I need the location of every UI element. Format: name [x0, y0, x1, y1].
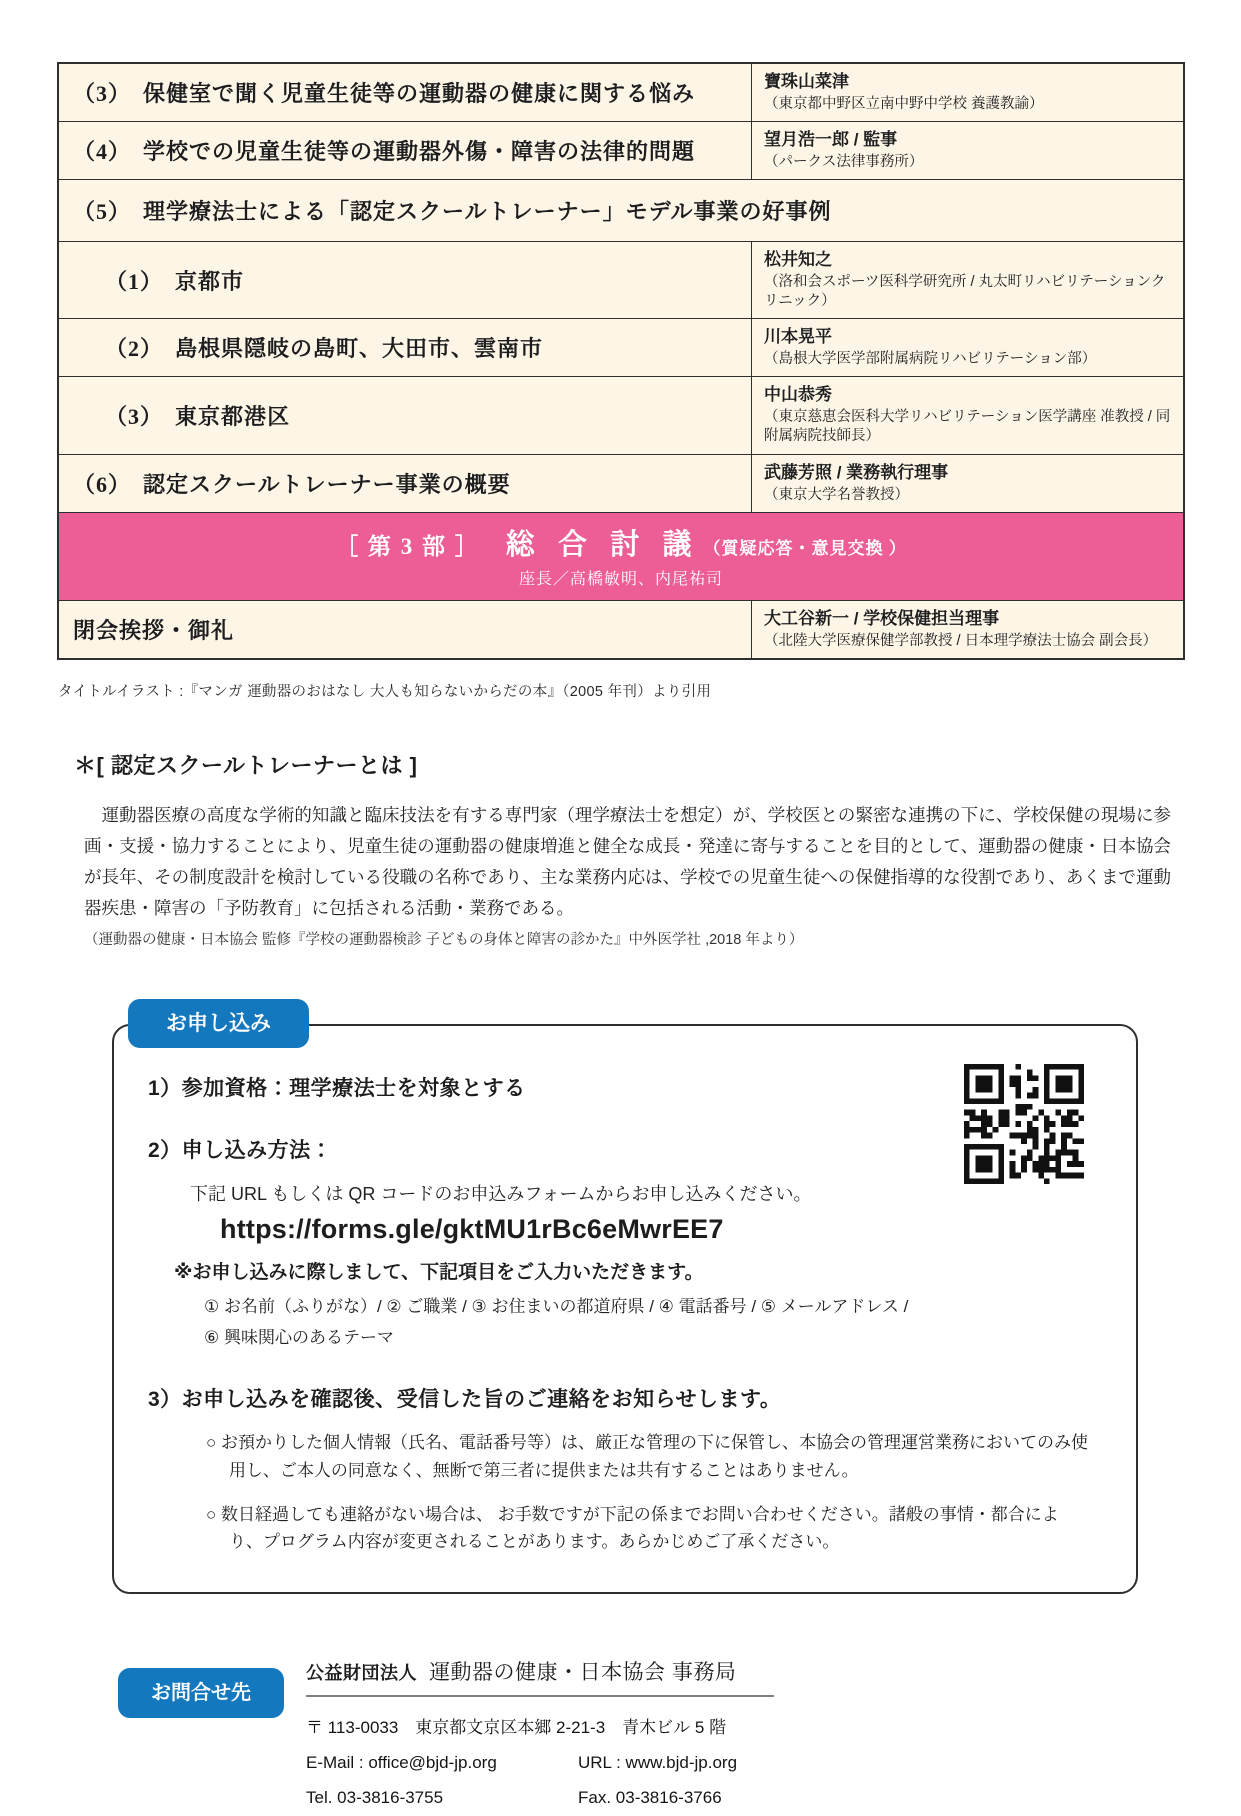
session-number: （3） — [105, 403, 164, 429]
program-row-3 — [59, 64, 1183, 121]
program-row-5-header — [59, 179, 1183, 241]
session-number: （5） — [73, 199, 132, 225]
contact-url[interactable]: URL : www.bjd-jp.org — [578, 1752, 738, 1772]
contact-org-prefix: 公益財団法人 — [306, 1662, 417, 1683]
about-body: 運動器医療の高度な学術的知識と臨床技法を有する専門家（理学療法士を想定）が、学校医との緊密な連携の下に、学校保健の現場に参画・支援・協力することにより、児童生徒の運動器の健康増進と健全な成長・発達に寄与することを目的として、運動器の健康・日本協会が長年、その制度設計を検討している役職の名称であり、主な業務内応は、学校での児童生徒への保健指導的な役割であり、あくまで運動器疾患・障害の「予防教育」に包括される活動・業務である。 — [84, 804, 1171, 919]
application-method-note: 下記 URL もしくは QR コードのお申込みフォームからお申し込みください。 — [190, 1184, 812, 1205]
speaker-cell — [751, 242, 1183, 318]
title-illustration-credit: タイトルイラスト :『マンガ 運動器のおはなし 大人も知らないからだの本』（2005 年刊）より引用 — [58, 683, 712, 700]
application-tab: お申し込み — [128, 999, 309, 1048]
qr-code-image — [964, 1064, 1084, 1184]
session-title-cell — [59, 455, 751, 512]
session-number: （4） — [73, 139, 132, 165]
program-subrow-2 — [59, 318, 1183, 376]
application-item-3: 3）お申し込みを確認後、受信した旨のご連絡をお知らせします。 — [148, 1388, 782, 1412]
session-number: （3） — [73, 81, 132, 107]
about-citation: （運動器の健康・日本協会 監修『学校の運動器検診 子どもの身体と障害の診かた』中外医学社 ,2018 年より） — [84, 932, 804, 949]
part3-banner — [59, 512, 1183, 600]
program-subrow-1 — [59, 241, 1183, 318]
speaker-name: 川本晃平 — [764, 327, 832, 347]
session-title-cell — [59, 242, 751, 318]
speaker-affiliation: （洛和会スポーツ医科学研究所 / 丸太町リハビリテーションクリニック） — [764, 274, 1166, 310]
speaker-affiliation: （東京都中野区立南中野中学校 養護教諭） — [764, 95, 1044, 112]
application-section — [112, 999, 1138, 1593]
part3-title: 総 合 討 議 — [505, 528, 700, 561]
session-title: 学校での児童生徒等の運動器外傷・障害の法律的問題 — [143, 139, 696, 165]
closing-row — [59, 600, 1183, 658]
part3-subtitle: （質疑応答・意見交換 ） — [703, 538, 907, 558]
session-title-cell — [59, 180, 1183, 241]
speaker-cell — [751, 377, 1183, 453]
speaker-name: 松井知之 — [764, 250, 832, 270]
program-row-4 — [59, 121, 1183, 179]
contact-section — [118, 1656, 1241, 1808]
contact-tab: お問合せ先 — [118, 1668, 284, 1718]
application-form-url[interactable]: https://forms.gle/gktMU1rBc6eMwrEE7 — [220, 1214, 724, 1245]
speaker-cell — [751, 455, 1183, 512]
application-privacy-note: ○ お預かりした個人情報（氏名、電話番号等）は、厳正な管理の下に保管し、本協会の管理運営業務においてのみ使用し、ご本人の同意なく、無断で第三者に提供または共有することはありません。 — [206, 1433, 1088, 1480]
session-title-cell — [59, 122, 751, 179]
speaker-name: 寶珠山菜津 — [764, 72, 849, 91]
application-input-note: ※お申し込みに際しまして、下記項目をご入力いただきます。 — [174, 1262, 704, 1284]
contact-fax: Fax. 03-3816-3766 — [578, 1787, 722, 1807]
contact-email[interactable]: E-Mail : office@bjd-jp.org — [306, 1752, 497, 1772]
speaker-cell — [751, 122, 1183, 179]
speaker-affiliation: （北陸大学医療保健学部教授 / 日本理学療法士協会 副会長） — [764, 632, 1158, 649]
session-title: 京都市 — [175, 268, 245, 294]
speaker-affiliation: （東京大学名誉教授） — [764, 486, 909, 503]
program-subrow-3 — [59, 376, 1183, 453]
contact-details — [306, 1656, 774, 1808]
application-fields-line-2: ⑥ 興味関心のあるテーマ — [204, 1327, 394, 1347]
contact-org-name: 運動器の健康・日本協会 事務局 — [429, 1660, 737, 1684]
program-row-6 — [59, 454, 1183, 512]
contact-tel-fax-row — [306, 1788, 774, 1808]
application-item-1: 1）参加資格：理学療法士を対象とする — [148, 1077, 526, 1101]
session-title: 認定スクールトレーナー事業の概要 — [143, 471, 511, 497]
application-box — [112, 1024, 1138, 1593]
speaker-cell — [751, 64, 1183, 121]
session-title: 島根県隠岐の島町、大田市、雲南市 — [175, 336, 544, 362]
part3-bracket: ［ 第 3 部 ］ — [335, 533, 480, 559]
speaker-name: 大工谷新一 / 学校保健担当理事 — [764, 608, 1000, 628]
session-title: 閉会挨拶・御礼 — [73, 617, 235, 643]
contact-email-url-row — [306, 1753, 774, 1773]
about-heading: ＊[ 認定スクールトレーナーとは ] — [74, 752, 418, 778]
speaker-cell — [751, 319, 1183, 376]
speaker-affiliation: （東京慈恵会医科大学リハビリテーション医学講座 准教授 / 同附属病院技師長） — [764, 409, 1171, 445]
application-contact-note: ○ 数日経過しても連絡がない場合は、 お手数ですが下記の係までお問い合わせください。諸般の事情・都合により、プログラム内容が変更されることがあります。あらかじめご了承ください。 — [206, 1504, 1059, 1552]
session-title-cell — [59, 319, 751, 376]
session-title-cell — [59, 377, 751, 453]
program-table — [57, 62, 1185, 660]
session-number: （1） — [105, 268, 164, 294]
part3-chair: 座長／高橋敏明、内尾祐司 — [518, 570, 723, 588]
speaker-name: 望月浩一郎 / 監事 — [764, 130, 898, 150]
part3-title-line — [59, 522, 1183, 563]
speaker-cell — [751, 601, 1183, 658]
speaker-affiliation: （島根大学医学部附属病院リハビリテーション部） — [764, 351, 1097, 368]
speaker-name: 中山恭秀 — [764, 385, 832, 405]
session-number: （6） — [73, 471, 132, 497]
application-fields-line-1: ① お名前（ふりがな）/ ② ご職業 / ③ お住まいの都道府県 / ④ 電話番号 / ⑤ メールアドレス / — [204, 1297, 909, 1317]
session-title-cell — [59, 601, 751, 658]
session-title: 東京都港区 — [175, 403, 291, 429]
session-title: 理学療法士による「認定スクールトレーナー」モデル事業の好事例 — [143, 199, 832, 225]
session-title: 保健室で聞く児童生徒等の運動器の健康に関する悩み — [143, 81, 696, 107]
contact-organization — [306, 1656, 774, 1697]
session-title-cell — [59, 64, 751, 121]
session-number: （2） — [105, 336, 164, 362]
contact-tel: Tel. 03-3816-3755 — [306, 1787, 444, 1807]
speaker-name: 武藤芳照 / 業務執行理事 — [764, 462, 949, 482]
application-item-2: 2）申し込み方法： — [148, 1139, 333, 1163]
speaker-affiliation: （パークス法律事務所） — [764, 154, 924, 170]
contact-address: 〒 113-0033 東京都文京区本郷 2-21-3 青木ビル 5 階 — [306, 1717, 727, 1737]
qr-code — [964, 1064, 1084, 1184]
